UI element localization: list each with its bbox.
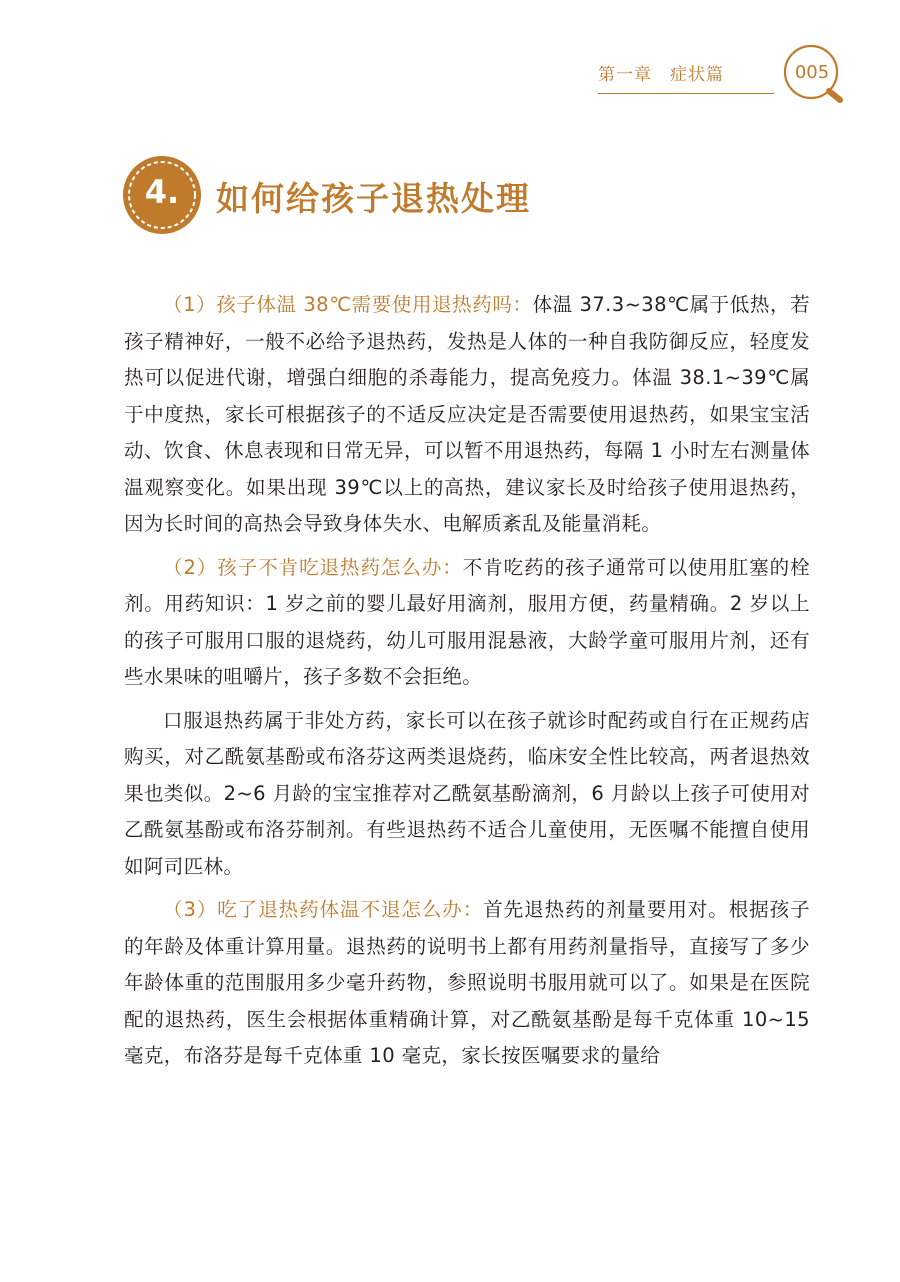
header-rule [598,93,774,94]
page-number: 005 [794,62,830,83]
article-body [124,287,810,1075]
paragraph-lead: （2）孩子不肯吃退热药怎么办： [163,555,463,579]
paragraph-2 [124,550,810,696]
paragraph-3 [124,703,810,886]
paragraph-4 [124,892,810,1075]
paragraph-text: 不肯吃药的孩子通常可以使用肛塞的栓剂。用药知识：1 岁之前的婴儿最好用滴剂，服用方便，药量精确。2 岁以上的孩子可服用口服的退烧药，幼儿可服用混悬液，大龄学童可服用片剂，还有些水果味的咀嚼片，孩子多数不会拒绝。 [124,555,810,688]
section-title [122,155,822,235]
paragraph-lead: （3）吃了退热药体温不退怎么办： [163,898,484,921]
section-label: 症状篇 [670,65,724,85]
paragraph-text: 首先退热药的剂量要用对。根据孩子的年龄及体重计算用量。退热药的说明书上都有用药剂量指导，直接写了多少年龄体重的范围服用多少毫升药物，参照说明书服用就可以了。如果是在医院配的退热药，医生会根据体重精确计算，对乙酰氨基酚是每千克体重 10~15 毫克，布洛芬是每千克体重 10 毫克，家长按医嘱要求的量给 [124,898,810,1067]
chapter-label: 第一章 [598,65,652,85]
paragraph-text: 体温 37.3~38℃属于低热，若孩子精神好，一般不必给予退热药，发热是人体的一种自我防御反应，轻度发热可以促进代谢，增强白细胞的杀毒能力，提高免疫力。体温 38.1~39℃属于中度热，家长可根据孩子的不适反应决定是否需要使用退热药，如果宝宝活动、饮食、休息表现和日常无异，可以暂不用退热药，每隔 1 小时左右测量体温观察变化。如果出现 39℃以上的高热，建议家长及时给孩子使用退热药，因为长时间的高热会导致身体失水、电解质紊乱及能量消耗。 [124,293,810,535]
running-head [598,60,724,85]
page-header [588,40,848,110]
paragraph-lead: （1）孩子体温 38℃需要使用退热药吗： [163,293,533,316]
paragraph-text: 口服退热药属于非处方药，家长可以在孩子就诊时配药或自行在正规药店购买，对乙酰氨基酚或布洛芬这两类退烧药，临床安全性比较高，两者退热效果也类似。2~6 月龄的宝宝推荐对乙酰氨基酚滴剂，6 月龄以上孩子可使用对乙酰氨基酚或布洛芬制剂。有些退热药不适合儿童使用，无医嘱不能擅自使用如阿司匹林。 [124,708,810,878]
paragraph-1 [124,287,810,543]
title-number: 4. [144,173,180,211]
page-title: 如何给孩子退热处理 [216,179,531,218]
